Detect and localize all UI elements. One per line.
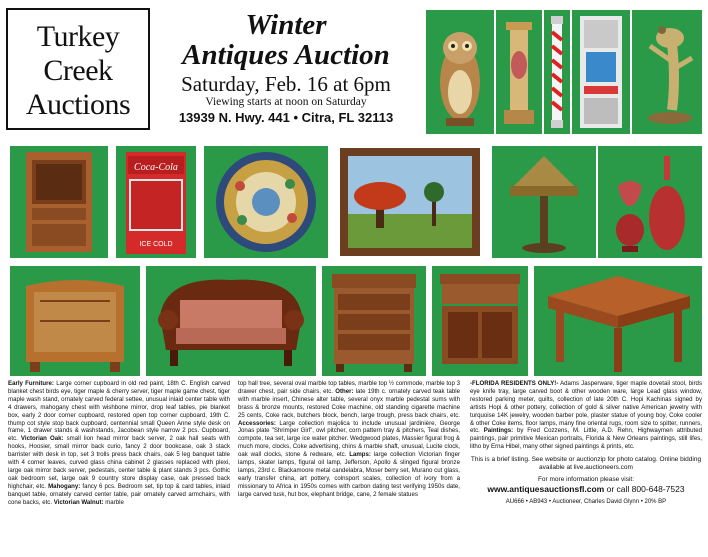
col2-text-3: large collection Victorian finger lamps, skater lamps, figural oil lamp, Jefferson, Apollo & slinged figural bronze lamps, 23rd c. Blackamoore metal candelabra, Moser berry set, Murano cut glass, early transfer china, art pottery, colnsport scales, collection of ivory from a missionary to Africa in 1950s comes with carbon dating test verifying 1950s date, large carved tusk, hut box, elephant bridge, cane, 2 female statues [238,451,460,498]
col2-text-1: late 19th c. ornately carved teak table with marble insert, Chinese alter table, several onyx marble pedestal sums with brass & bronze mounts, restored Coke machine, old standing cigarette machine 25 cents, Coke rack, butchers block, bench, large trough, press back chairs, etc. [238,387,461,419]
col1-text-2: fancy 6 pcs. Bedroom set, tip top & card tables, inlaid banquet table, ornately carved center table, pair ornately carved armchairs, with cone backs, etc. [8,482,231,506]
logo-line-2: Creek [43,54,113,87]
brief-listing-note: This is a brief listing. See website or auctionzip for photo catalog. Online bidding available at live.auctioneers.com [470,456,702,472]
more-info-label: For more information please visit: [537,476,635,484]
majolica-plate-icon [204,146,328,258]
dresser-icon [322,266,426,376]
col1-text-0: Large corner cupboard in old red paint, 18th C. English carved blanket chest birds eye, tiger maple & cherry server, tiger maple game chest, tiger maple wash stand, ornately carved federal settee, unusual inlaid center table with 4 drawers, mahogany chest with wishbone mirror, drop leaf tables, pie blanket box, early 2 door corner cupboard, restored open top corner cupboard, 19th C. thump cot style stop back cupboard, centennial small Queen Anne style desk on frame, 1 drawer stands & washstands, Jacobean style narrow 2 pcs. Cupboard, etc. [8,380,230,443]
barber-pole-icon [544,10,570,134]
col2-text-2: Large collection majolica to include unusual jardinière, George Jonas plate "Shrimper Girl", owl pitcher, corn pattern tray & pitchers, Teal dishes, compote, tea set, large ice water pitcher. Wedgwood plates, Massier figural frog & much more, clocks, Coke advertising, chins & marble shaft, unusual, Lucite clock, oak wall clocks, stone & redware, etc. [238,419,460,459]
col2-lead-2: Accessories: [238,419,276,427]
col1-lead-2: Mahogany: [48,482,81,490]
auction-house-logo [6,8,150,130]
table-lamp-icon [492,146,596,258]
title-line-2: Antiques Auction [182,39,390,71]
col1-lead-3: Victorian Walnut: [53,498,104,506]
ice-cold-text: ICE COLD [139,241,173,248]
auction-date: Saturday, Feb. 16 at 6pm [181,72,391,96]
curio-cabinet-icon [10,266,140,376]
logo-line-1: Turkey [36,20,120,53]
logo-line-3: Auctions [25,88,131,121]
listing-column-2 [238,380,460,499]
col3-lead-1: Paintings: [483,427,514,435]
col2-lead-3: Lamps: [349,451,371,459]
col1-lead-0: Early Furniture: [8,380,54,387]
website-link[interactable]: www.antiquesauctionsfl.com [487,484,605,495]
phone-number: or call 800-648-7523 [604,484,685,495]
col1-lead-1: Victorian Oak: [20,435,64,443]
col3-lead-0: -FLORIDA RESIDENTS ONLY!- [470,380,559,387]
col1-text-3: marble [103,498,124,506]
col1-text-1: small lion head mirror back server, 2 oak hall seats with hooks, Hoosier, small mirror back curio, fancy 2 door bookcase, oak 3 stack barrister with desk in top, set 3 trolls press back chairs, oak 5 leg banquet table with 4 corner leaves, curved glass china cabinet 2 glasses replaced with plexi, large oak mirror back server, pedestals, center table & plant stands 3 pcs. Gothic oak bedroom set, large oak 9 country store display case, oak pressed back highchair, etc. [8,435,230,490]
table-icon [534,266,702,376]
col3-text-1: by Fred Cozzens, M. Little, A.D. Rehn, Highwaymen attributed paintings, pair primitive Mexican portraits, Florida & New Orleans paintings, still lifes, litho by Erna Hibel, many other signed paintings & prints, etc. [470,427,702,451]
frog-statue-icon [632,10,702,134]
col2-text-0: top hall tree, several oval marble top tables, marble top ½ commode, marble top 3 drawer chest, pair side chairs, etc. [238,380,460,395]
coca-cola-cooler-icon [116,146,196,258]
owl-statue-icon [426,10,494,134]
slot-machine-icon [572,10,630,134]
vases-icon [598,146,702,258]
col2-lead-1: Other: [335,387,354,395]
landscape-painting-icon [336,146,484,258]
auction-address: 13939 N. Hwy. 441 • Citra, FL 32113 [178,110,394,125]
license-line: AU666 • AB943 • Auctioneer, Charles David Glynn • 20% BP [505,499,667,506]
washstand-icon [432,266,528,376]
website-line [470,484,702,495]
listing-column-1 [8,380,230,507]
title-line-1: Winter [245,9,327,41]
viewing-time: Viewing starts at noon on Saturday [205,96,367,108]
pedestal-icon [496,10,542,134]
sofa-icon [146,266,316,376]
cabinet-icon [10,146,108,258]
col3-text-0: Adams Jasperware, tiger maple dovetail stool, birds eye knife tray, large carved boot & other wooden ware, large Lead glass window, restored parking meter, quilts, collection of late 20th C. Hopi Kachinas signed by artists Hopi & other pottery, collection of gold & silver native American jewelry with turquoise 14K jewelry, wooden barber pole, plaster statue of young boy, Coke cooler & other Coke items, floor lamps, many fine oriental rugs, room size to spitter, runners, etc. [470,380,702,435]
listing-column-3 [470,380,702,506]
coke-logo-text: Coca-Cola [134,162,178,173]
